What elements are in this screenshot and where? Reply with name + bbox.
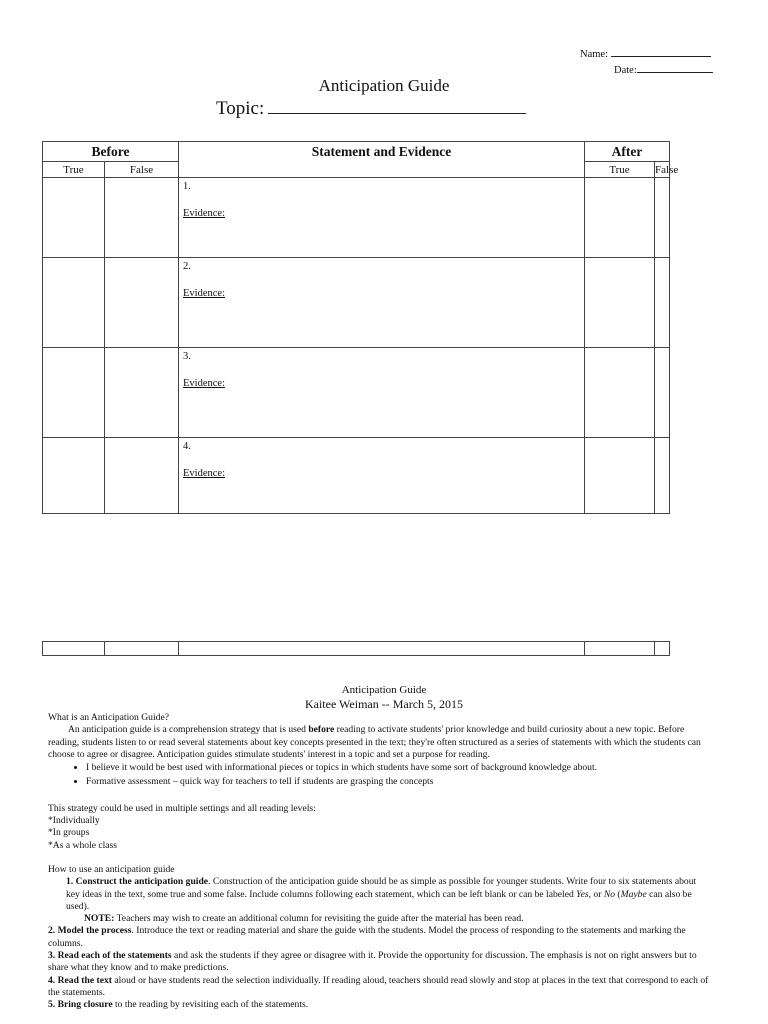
after-false-header: False bbox=[655, 163, 679, 176]
step-3 bbox=[48, 950, 712, 975]
step-1 bbox=[48, 876, 712, 913]
step-2-title: 2. Model the process bbox=[48, 925, 132, 937]
step-1-text-c: ( bbox=[615, 888, 621, 900]
notes-definition bbox=[48, 724, 712, 761]
step-1-text-b: , or bbox=[588, 888, 604, 900]
statement-cell[interactable] bbox=[179, 178, 585, 258]
step-1-no: No bbox=[603, 888, 616, 900]
name-row bbox=[580, 46, 713, 62]
before-false-cell[interactable] bbox=[105, 438, 179, 514]
after-false-cell[interactable] bbox=[655, 348, 670, 438]
before-true-cell[interactable] bbox=[43, 348, 105, 438]
definition-text: An anticipation guide is a comprehension strategy that is used bbox=[68, 724, 309, 736]
note-text: Teachers may wish to create an additional column for revisiting the guide after the material has been read. bbox=[114, 913, 524, 925]
step-1-title: 1. Construct the anticipation guide bbox=[66, 876, 209, 888]
step-5-text: to the reading by revisiting each of the statements. bbox=[112, 999, 309, 1011]
before-false-cell[interactable] bbox=[105, 642, 179, 656]
statement-number: 1. bbox=[183, 181, 191, 192]
step-1-text-d: can also be used). bbox=[66, 888, 692, 912]
page-title: Anticipation Guide bbox=[318, 76, 450, 95]
levels-intro: This strategy could be used in multiple settings and all reading levels: bbox=[48, 802, 316, 814]
teacher-notes bbox=[48, 683, 712, 1012]
after-false-cell[interactable] bbox=[655, 258, 670, 348]
step-3-title: 3. Read each of the statements bbox=[48, 950, 172, 962]
after-false-cell[interactable] bbox=[655, 178, 670, 258]
table-row bbox=[43, 642, 670, 656]
statement-number: 4. bbox=[183, 441, 191, 452]
notes-question: What is an Anticipation Guide? bbox=[48, 712, 169, 723]
table-row bbox=[43, 348, 670, 438]
date-line bbox=[637, 62, 713, 73]
before-false-header: False bbox=[105, 162, 179, 178]
anticipation-table bbox=[42, 141, 679, 514]
before-true-cell[interactable] bbox=[43, 258, 105, 348]
name-label: Name: bbox=[580, 49, 608, 60]
level-item: *As a whole class bbox=[48, 839, 118, 851]
statement-header: Statement and Evidence bbox=[179, 142, 585, 178]
before-false-cell[interactable] bbox=[105, 258, 179, 348]
level-item: *In groups bbox=[48, 827, 90, 839]
level-item: *Individually bbox=[48, 815, 100, 827]
table-row bbox=[43, 438, 670, 514]
after-true-cell[interactable] bbox=[585, 258, 655, 348]
step-4-title: 4. Read the text bbox=[48, 974, 112, 986]
before-true-cell[interactable] bbox=[43, 438, 105, 514]
step-5-title: 5. Bring closure bbox=[48, 999, 113, 1011]
list-item: • I believe it would be best used with informational pieces or topics in which students have some sort of background knowledge about. bbox=[86, 762, 712, 774]
statement-cell[interactable] bbox=[179, 642, 585, 656]
before-true-cell[interactable] bbox=[43, 642, 105, 656]
notes-bullets bbox=[48, 762, 712, 789]
step-3-text: and ask the students if they agree or disagree with it. Provide the opportunity for discussion. The emphasis is not on right answers but to share what they know and to make predictions. bbox=[48, 950, 697, 974]
statement-number: 2. bbox=[183, 261, 191, 272]
after-true-header: True bbox=[585, 162, 655, 178]
after-false-cell[interactable] bbox=[655, 642, 670, 656]
step-2-text: . Introduce the text or reading material and share the guide with the students. Model the process of responding to the statements and marking the columns. bbox=[48, 925, 686, 949]
step-4 bbox=[48, 975, 712, 1000]
table-row bbox=[43, 258, 670, 348]
definition-bold: before bbox=[308, 724, 335, 736]
after-true-cell[interactable] bbox=[585, 178, 655, 258]
topic-row bbox=[216, 97, 526, 120]
evidence-label: Evidence: bbox=[183, 468, 225, 479]
definition-text-cont: reading to activate students' prior knowledge and build curiosity about a new topic. Before reading, students listen to or read several statements about key concepts presented in the text; they're often structured as a series of statements with which the students can choose to agree or disagree. Anticipation guides stimulate students' interest in a topic and set a purpose for reading. bbox=[48, 724, 701, 760]
step-5 bbox=[48, 999, 712, 1011]
step-2 bbox=[48, 925, 712, 950]
date-label: Date: bbox=[614, 65, 637, 76]
notes-title: Anticipation Guide bbox=[341, 684, 427, 696]
step-1-maybe: Maybe bbox=[620, 888, 647, 900]
howto-heading: How to use an anticipation guide bbox=[48, 863, 175, 875]
step-4-text: aloud or have students read the selection individually. If reading aloud, teachers should read slowly and stop at places in the text that correspond to each of the statements. bbox=[48, 974, 709, 998]
after-true-cell[interactable] bbox=[585, 348, 655, 438]
statement-cell[interactable] bbox=[179, 438, 585, 514]
statement-number: 3. bbox=[183, 351, 191, 362]
statement-cell[interactable] bbox=[179, 348, 585, 438]
list-item: • Formative assessment – quick way for teachers to tell if students are grasping the concepts bbox=[86, 776, 712, 788]
evidence-label: Evidence: bbox=[183, 378, 225, 389]
extra-row-table bbox=[42, 641, 670, 656]
topic-label: Topic: bbox=[216, 98, 265, 119]
before-false-cell[interactable] bbox=[105, 348, 179, 438]
after-true-cell[interactable] bbox=[585, 438, 655, 514]
before-true-cell[interactable] bbox=[43, 178, 105, 258]
statement-cell[interactable] bbox=[179, 258, 585, 348]
note-label: NOTE: bbox=[84, 913, 115, 925]
before-header: Before bbox=[43, 142, 179, 162]
topic-line bbox=[268, 97, 526, 114]
before-false-cell[interactable] bbox=[105, 178, 179, 258]
notes-author: Kaitee Weiman -- March 5, 2015 bbox=[304, 697, 464, 711]
after-header: After bbox=[585, 142, 670, 162]
step-1-text: . Construction of the anticipation guide should be as simple as possible for younger students. Write four to six statements about key ideas in the text, some true and some false. Include columns following each statement, which can be left blank or can be labeled bbox=[66, 876, 697, 900]
before-true-header: True bbox=[43, 162, 105, 178]
name-date-block bbox=[580, 46, 713, 78]
note-line bbox=[48, 913, 712, 925]
after-true-cell[interactable] bbox=[585, 642, 655, 656]
evidence-label: Evidence: bbox=[183, 208, 225, 219]
name-line bbox=[611, 46, 711, 57]
after-false-cell[interactable] bbox=[655, 438, 670, 514]
step-1-yes: Yes bbox=[576, 888, 589, 900]
evidence-label: Evidence: bbox=[183, 288, 225, 299]
table-row bbox=[43, 178, 670, 258]
